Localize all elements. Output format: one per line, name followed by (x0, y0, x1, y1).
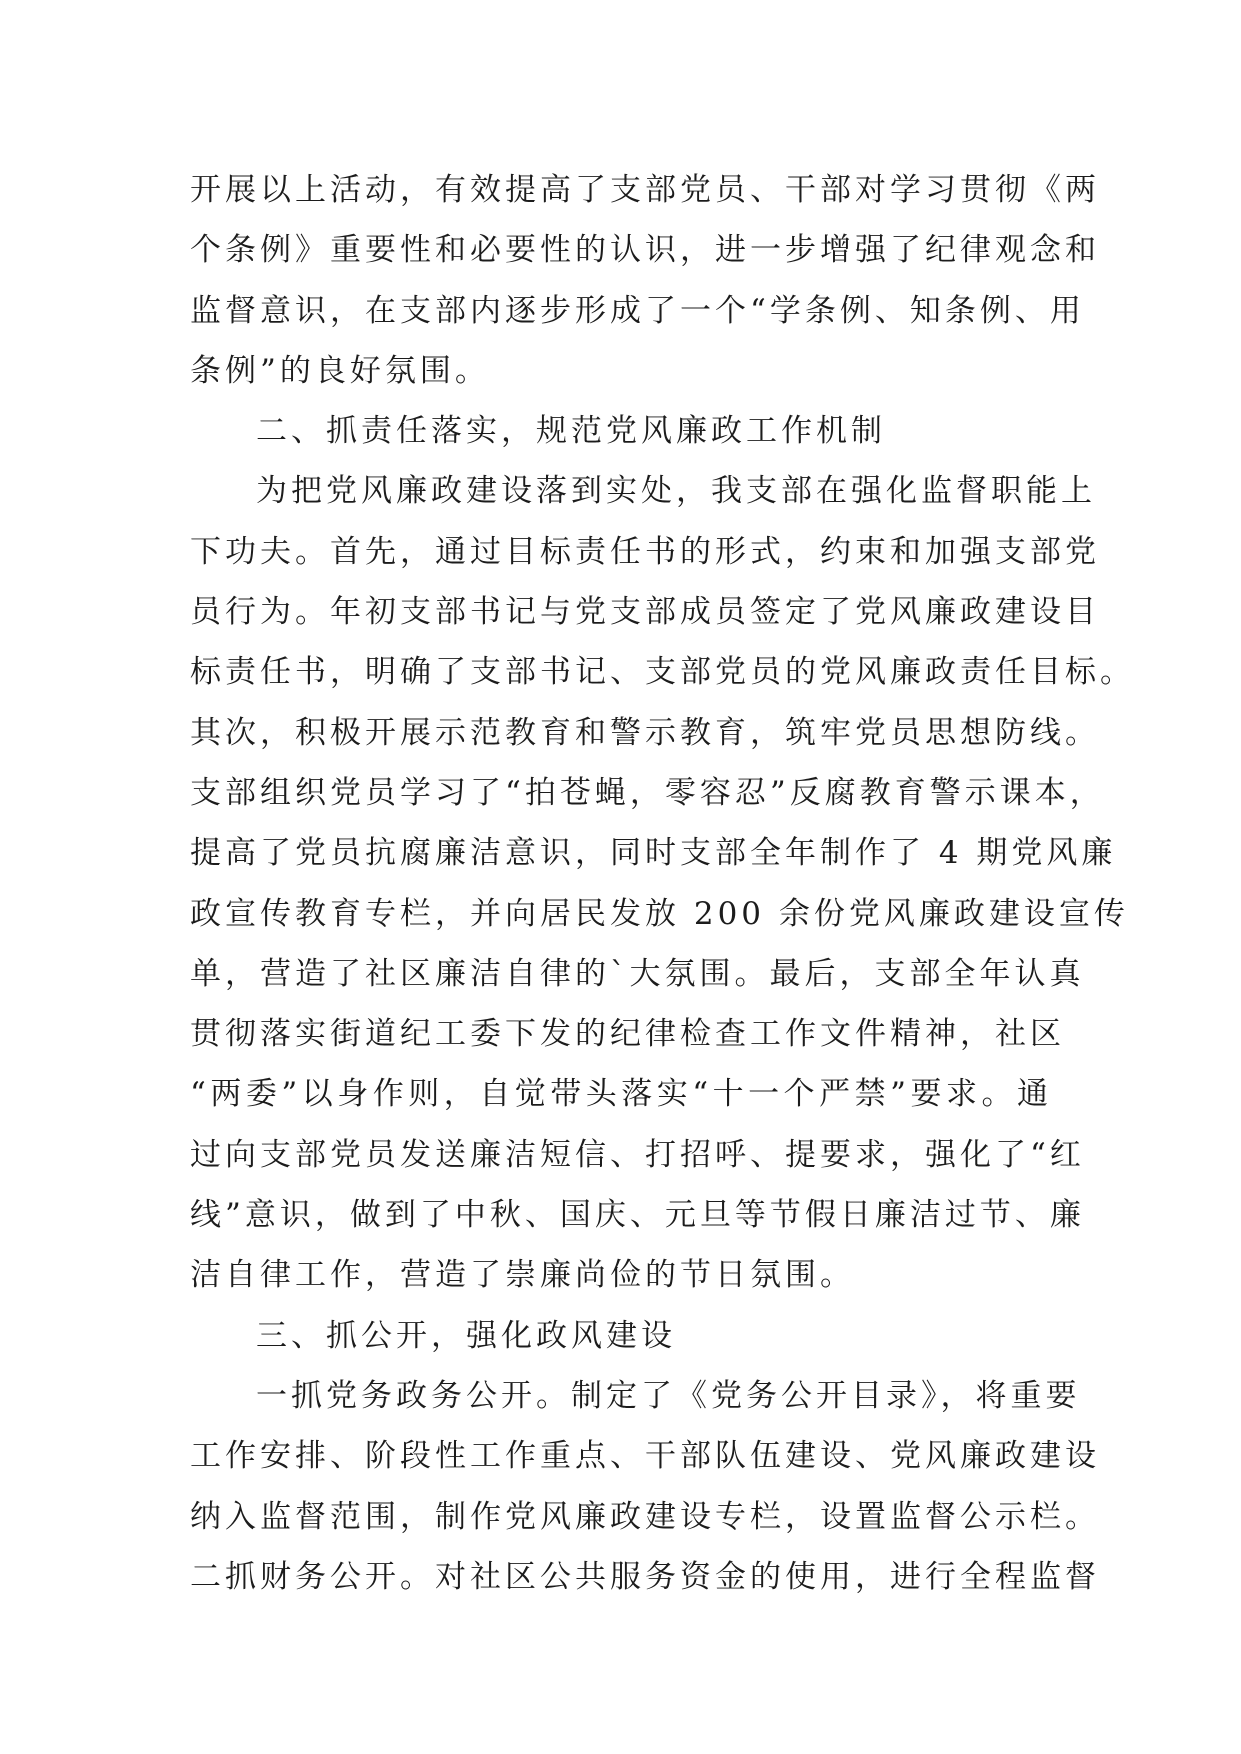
text-line: 线”意识，做到了中秋、国庆、元旦等节假日廉洁过节、廉 (190, 1197, 1085, 1234)
text-line: 监督意识，在支部内逐步形成了一个“学条例、知条例、用 (190, 292, 1085, 329)
paragraph-first-line: 一抓党务政务公开。制定了《党务公开目录》，将重要 (256, 1377, 1081, 1414)
text-line: 提高了党员抗腐廉洁意识，同时支部全年制作了 4 期党风廉 (190, 835, 1117, 872)
text-line: 标责任书，明确了支部书记、支部党员的党风廉政责任目标。 (190, 654, 1135, 691)
paragraph-first-line: 二、抓责任落实，规范党风廉政工作机制 (256, 413, 886, 450)
paragraph-first-line: 三、抓公开，强化政风建设 (256, 1317, 676, 1354)
text-line: 过向支部党员发送廉洁短信、打招呼、提要求，强化了“红 (190, 1136, 1085, 1173)
text-line: 政宣传教育专栏，并向居民发放 200 余份党风廉政建设宣传 (190, 895, 1129, 932)
paragraph-first-line: 为把党风廉政建设落到实处，我支部在强化监督职能上 (256, 473, 1096, 510)
text-line: 支部组织党员学习了“拍苍蝇，零容忍”反腐教育警示课本， (190, 774, 1105, 811)
text-line: 洁自律工作，营造了崇廉尚俭的节日氛围。 (190, 1257, 855, 1294)
text-line: 贯彻落实街道纪工委下发的纪律检查工作文件精神，社区 (190, 1016, 1065, 1053)
document-body (190, 160, 1135, 1607)
text-line: 单，营造了社区廉洁自律的`大氛围。最后，支部全年认真 (190, 955, 1085, 992)
text-line: 二抓财务公开。对社区公共服务资金的使用，进行全程监督 (190, 1558, 1100, 1595)
text-line: 下功夫。首先，通过目标责任书的形式，约束和加强支部党 (190, 533, 1100, 570)
text-line: 个条例》重要性和必要性的认识，进一步增强了纪律观念和 (190, 232, 1100, 269)
text-line: 开展以上活动，有效提高了支部党员、干部对学习贯彻《两 (190, 172, 1100, 208)
text-line: 纳入监督范围，制作党风廉政建设专栏，设置监督公示栏。 (190, 1498, 1100, 1535)
text-line: 工作安排、阶段性工作重点、干部队伍建设、党风廉政建设 (190, 1438, 1100, 1475)
text-line: “两委”以身作则，自觉带头落实“十一个严禁”要求。通 (190, 1076, 1052, 1113)
text-line: 其次，积极开展示范教育和警示教育，筑牢党员思想防线。 (190, 714, 1100, 751)
text-line: 条例”的良好氛围。 (190, 352, 490, 389)
text-line: 员行为。年初支部书记与党支部成员签定了党风廉政建设目 (190, 594, 1100, 631)
